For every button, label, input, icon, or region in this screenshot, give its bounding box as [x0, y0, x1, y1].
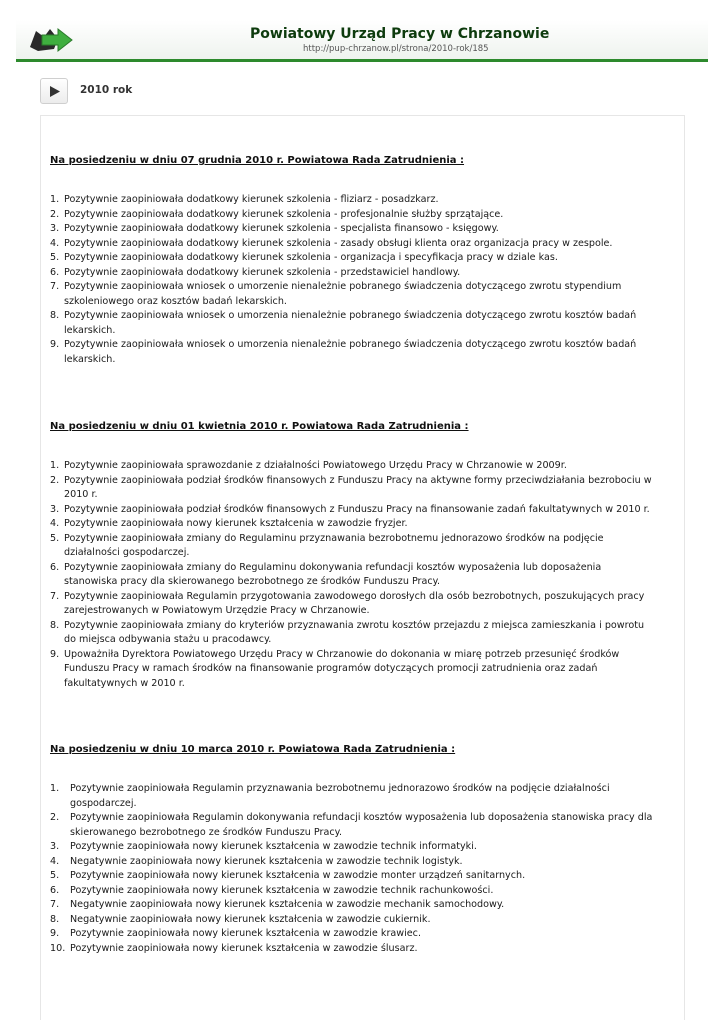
- item-text-line: Pozytywnie zaopiniowała dodatkowy kierunek szkolenia - zasady obsługi klienta oraz organizacja pracy w zespole.: [64, 237, 613, 249]
- item-text-line: Negatywnie zaopiniowała nowy kierunek kształcenia w zawodzie mechanik samochodowy.: [70, 899, 505, 910]
- list-item: [50, 561, 675, 590]
- item-number: 3.: [50, 503, 60, 515]
- item-text-line: Pozytywnie zaopiniowała wniosek o umorzenie nienależnie pobranego świadczenia dotyczącego zwrotu stypendium: [64, 281, 622, 292]
- list-item: [50, 266, 675, 281]
- item-text-line: Pozytywnie zaopiniowała nowy kierunek kształcenia w zawodzie technik informatyki.: [70, 841, 477, 852]
- site-title: Powiatowy Urząd Pracy w Chrzanowie: [250, 26, 550, 42]
- item-text-line: Negatywnie zaopiniowała nowy kierunek kształcenia w zawodzie cukiernik.: [70, 913, 431, 925]
- list-item: [50, 898, 675, 913]
- item-number: 5.: [50, 532, 60, 544]
- item-number: 3.: [50, 841, 60, 852]
- list-item: [50, 459, 675, 474]
- item-text-line: Pozytywnie zaopiniowała dodatkowy kierunek szkolenia - fliziarz - posadzkarz.: [64, 194, 439, 205]
- item-number: 4.: [50, 855, 60, 867]
- item-text-line: Pozytywnie zaopiniowała nowy kierunek kształcenia w zawodzie ślusarz.: [70, 942, 418, 954]
- list-item: [50, 251, 675, 266]
- section-title: Na posiedzeniu w dniu 10 marca 2010 r. Powiatowa Rada Zatrudnienia :: [50, 744, 456, 755]
- item-number: 2.: [50, 812, 60, 823]
- item-text-line: 2010 r.: [64, 489, 98, 500]
- list-item: [50, 619, 675, 648]
- item-text-line: Negatywnie zaopiniowała nowy kierunek kształcenia w zawodzie technik logistyk.: [70, 855, 463, 867]
- item-text-line: Funduszu Pracy w ramach środków na finansowanie programów dotyczących promocji zatrudnienia oraz zadań: [64, 663, 598, 674]
- list-item: [50, 648, 675, 692]
- item-number: 8.: [50, 619, 60, 631]
- item-number: 2.: [50, 208, 60, 220]
- item-text-line: szkoleniowego oraz kosztów badań lekarskich.: [64, 295, 287, 307]
- item-text-line: działalności gospodarczej.: [64, 547, 190, 558]
- item-number: 4.: [50, 518, 60, 529]
- item-number: 1.: [50, 194, 60, 205]
- item-number: 8.: [50, 310, 60, 321]
- list-item: [50, 208, 675, 223]
- item-number: 10.: [50, 942, 66, 954]
- item-text-line: Pozytywnie zaopiniowała nowy kierunek kształcenia w zawodzie fryzjer.: [64, 518, 408, 529]
- item-text-line: Pozytywnie zaopiniowała Regulamin przyznawania bezrobotnemu jednorazowo środków na podjęcie działalności: [70, 783, 610, 794]
- item-number: 2.: [50, 474, 60, 486]
- list-item: [50, 532, 675, 561]
- item-text-line: Pozytywnie zaopiniowała dodatkowy kierunek szkolenia - specjalista finansowo - księgowy.: [64, 223, 499, 234]
- list-item: [50, 237, 675, 252]
- list-item: [50, 913, 675, 928]
- item-number: 6.: [50, 884, 60, 896]
- item-number: 3.: [50, 223, 60, 234]
- item-text-line: Pozytywnie zaopiniowała Regulamin dokonywania refundacji kosztów wyposażenia lub doposażenia stanowiska pracy dla: [70, 812, 653, 823]
- list-item: [50, 869, 675, 884]
- item-text-line: Upoważniła Dyrektora Powiatowego Urzędu Pracy w Chrzanowie do dokonania w miarę potrzeb przesunięć środków: [64, 648, 620, 660]
- section-title: Na posiedzeniu w dniu 07 grudnia 2010 r. Powiatowa Rada Zatrudnienia :: [50, 155, 465, 166]
- site-url[interactable]: http://pup-chrzanow.pl/strona/2010-rok/185: [303, 44, 489, 54]
- list-item: [50, 782, 675, 811]
- list-item: [50, 517, 675, 532]
- logo-icon[interactable]: [28, 25, 74, 55]
- meeting-list: [50, 459, 675, 691]
- list-item: [50, 855, 675, 870]
- item-text-line: lekarskich.: [64, 324, 116, 336]
- item-text-line: Pozytywnie zaopiniowała dodatkowy kierunek szkolenia - profesjonalnie służby sprzątające.: [64, 208, 504, 220]
- item-number: 1.: [50, 460, 60, 471]
- item-number: 7.: [50, 590, 60, 602]
- item-number: 9.: [50, 339, 60, 350]
- item-number: 4.: [50, 237, 60, 249]
- list-item: [50, 474, 675, 503]
- item-number: 5.: [50, 870, 60, 881]
- page-title: 2010 rok: [80, 84, 133, 96]
- item-text-line: Pozytywnie zaopiniowała zmiany do Regulaminu przyznawania bezrobotnemu jednorazowo środków na podjęcie: [64, 532, 604, 544]
- list-item: [50, 811, 675, 840]
- arrow-button[interactable]: [40, 78, 68, 104]
- item-text-line: Pozytywnie zaopiniowała podział środków finansowych z Funduszu Pracy na finansowanie zadań fakultatywnych w 2010 r.: [64, 503, 650, 515]
- item-text-line: Pozytywnie zaopiniowała sprawozdanie z działalności Powiatowego Urzędu Pracy w Chrzanowie w 2009r.: [64, 460, 567, 471]
- item-text-line: lekarskich.: [64, 353, 116, 365]
- item-text-line: Pozytywnie zaopiniowała nowy kierunek kształcenia w zawodzie krawiec.: [70, 928, 422, 939]
- item-number: 9.: [50, 928, 60, 939]
- list-item: [50, 280, 675, 309]
- list-item: [50, 840, 675, 855]
- list-item: [50, 503, 675, 518]
- play-arrow-icon: [49, 86, 60, 97]
- item-text-line: Pozytywnie zaopiniowała nowy kierunek kształcenia w zawodzie monter urządzeń sanitarnych.: [70, 870, 526, 881]
- item-number: 7.: [50, 281, 60, 292]
- item-text-line: gospodarczej.: [70, 797, 137, 809]
- item-text-line: Pozytywnie zaopiniowała wniosek o umorzenia nienależnie pobranego świadczenia dotyczącego zwrotu kosztów badań: [64, 339, 637, 350]
- list-item: [50, 338, 675, 367]
- item-text-line: Pozytywnie zaopiniowała zmiany do Regulaminu dokonywania refundacji kosztów wyposażenia lub doposażenia: [64, 561, 602, 573]
- item-text-line: Pozytywnie zaopiniowała Regulamin przygotowania zawodowego dorosłych dla osób bezrobotnych, poszukujących pracy: [64, 590, 645, 602]
- item-number: 7.: [50, 899, 60, 910]
- list-item: [50, 309, 675, 338]
- item-number: 6.: [50, 561, 60, 573]
- header-divider: [16, 59, 708, 62]
- list-item: [50, 193, 675, 208]
- list-item: [50, 222, 675, 237]
- item-text-line: do miejsca odbywania stażu u pracodawcy.: [64, 634, 272, 645]
- item-text-line: Pozytywnie zaopiniowała dodatkowy kierunek szkolenia - organizacja i specyfikacja pracy w dziale kas.: [64, 252, 558, 263]
- item-number: 5.: [50, 252, 60, 263]
- list-item: [50, 590, 675, 619]
- item-text-line: Pozytywnie zaopiniowała nowy kierunek kształcenia w zawodzie technik rachunkowości.: [70, 884, 494, 896]
- meeting-list: [50, 782, 675, 956]
- item-text-line: Pozytywnie zaopiniowała zmiany do kryteriów przyznawania zwrotu kosztów przejazdu z miejsca zamieszkania i powrotu: [64, 619, 645, 631]
- item-text-line: stanowiska pracy dla skierowanego bezrobotnego ze środków Funduszu Pracy.: [64, 576, 441, 587]
- item-number: 9.: [50, 648, 60, 660]
- item-text-line: Pozytywnie zaopiniowała podział środków finansowych z Funduszu Pracy na aktywne formy przeciwdziałania bezrobociu w: [64, 474, 652, 486]
- item-number: 8.: [50, 913, 60, 925]
- item-text-line: skierowanego bezrobotnego ze środków Funduszu Pracy.: [70, 826, 343, 838]
- item-text-line: fakultatywnych w 2010 r.: [64, 677, 185, 689]
- item-text-line: zarejestrowanych w Powiatowym Urzędzie Pracy w Chrzanowie.: [64, 605, 370, 616]
- item-number: 6.: [50, 266, 60, 278]
- item-text-line: Pozytywnie zaopiniowała dodatkowy kierunek szkolenia - przedstawiciel handlowy.: [64, 266, 461, 278]
- list-item: [50, 942, 675, 957]
- list-item: [50, 884, 675, 899]
- meeting-list: [50, 193, 675, 367]
- item-text-line: Pozytywnie zaopiniowała wniosek o umorzenia nienależnie pobranego świadczenia dotyczącego zwrotu kosztów badań: [64, 310, 637, 321]
- list-item: [50, 927, 675, 942]
- section-title: Na posiedzeniu w dniu 01 kwietnia 2010 r. Powiatowa Rada Zatrudnienia :: [50, 421, 469, 432]
- item-number: 1.: [50, 783, 60, 794]
